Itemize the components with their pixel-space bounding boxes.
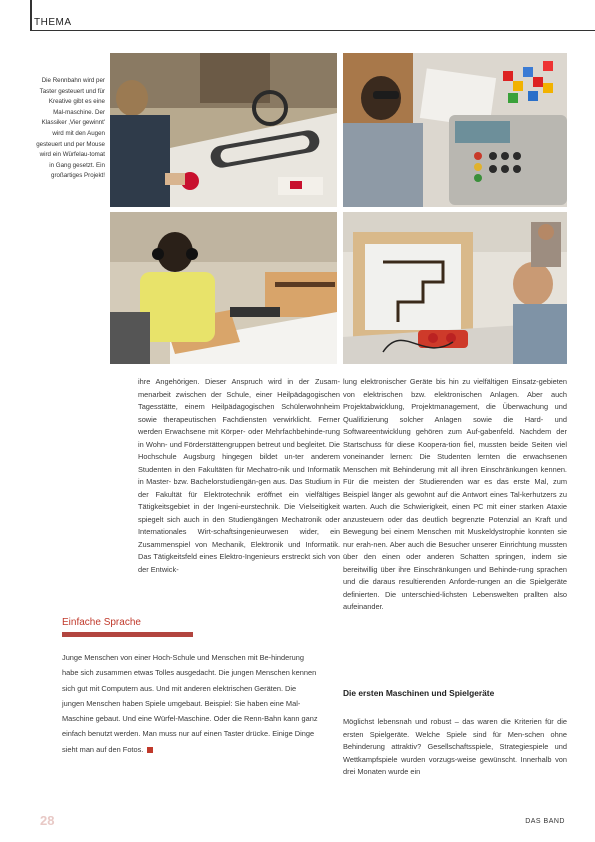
header-rule-vertical: [30, 0, 32, 30]
section-subheading: Die ersten Maschinen und Spielgeräte: [343, 688, 495, 698]
end-square-icon: [147, 747, 153, 753]
photo-dice-machine: [343, 53, 567, 207]
easy-language-text: [62, 650, 320, 757]
body-column-right-continued: Möglichst lebensnah und robust – das waren die Kriterien für die ersten Spielgeräte. Welche Spiele sind für Men-schen ohne Behinderung attraktiv? Gesellschaftsspiele, Strategiespiele und Wettkampfspiele wurden vorzugs-weise gewünscht. Innerhalb von drei Monaten wurde ein: [343, 717, 567, 776]
header-rule: [30, 30, 595, 31]
easy-language-rule: [62, 632, 193, 637]
photo-race-track: [110, 53, 337, 207]
page-number: 28: [40, 813, 55, 828]
body-column-left: ihre Angehörigen. Dieser Anspruch wird in der Zusam-menarbeit zwischen der Schule, einer Heilpädagogischen Tagesstätte, einem Heilpädagogischen Schülerwohnheim sowie therapeutischen Fachdiensten verwirklicht. Ferner werden Erwachsene mit Körper- oder Mehrfachbehinde-rung in Wohn- und Förderstättengruppen betreut und begleitet. Die Hochschule Augsburg hingegen bildet un-ter anderem Studenten in den Fakultäten für Mechatro-nik und Informatik in Master- bzw. Bachelorstudiengän-gen aus. Das Studium in der Fakultät für Elektrotechnik eröffnet ein vielfältiges Tätigkeitsgebiet in der Ingeni-eurstechnik. Die Vielseitigkeit spiegelt sich auch in den Studiengängen Mechatronik oder Internationales Wirt-schaftsingenieurwesen wider, ein Zusammenspiel von Mechanik, Elektronik und Informatik. Das Tätigkeitsfeld eines Elektro-Ingenieurs erstreckt sich von der Entwick-: [138, 377, 340, 574]
easy-language-body: Junge Menschen von einer Hoch-Schule und Menschen mit Be-hinderung habe sich zusammen etwas Tolles ausgedacht. Die jungen Menschen kennen sich gut mit Computern aus. Und mit anderen elektrischen Geräten. Die jungen Menschen haben Spiele umgebaut. Beispiel: Sie haben eine Mal-Maschine gebaut. Und eine Würfel-Maschine. Oder die Renn-Bahn kann ganz einfach benutzt werden. Man muss nur auf einen Taster drücke. Einige Dinge sieht man auf den Fotos.: [62, 653, 318, 754]
section-label: THEMA: [34, 17, 72, 28]
easy-language-heading: Einfache Sprache: [62, 617, 141, 628]
photo-four-in-a-row: [343, 212, 567, 364]
photo-caption: Die Rennbahn wird per Taster gesteuert und für Kreative gibt es eine Mal-maschine. Der Klassiker ‚Vier gewinnt' wird mit den Augen gesteuert und per Mouse wird ein Würfelau-tomat in Gang gesetzt. Ein großartiges Projekt!: [36, 77, 105, 180]
photo-paint-machine: [110, 212, 337, 364]
body-column-right: lung elektronischer Geräte bis hin zu vielfältigen Einsatz-gebieten von elektrischen bzw. elektronischen Anlagen. Aber auch Projektabwicklung, Projektmanagement, die Überwachung und Qualifizierung solcher Anlagen sowie die Hard- und Softwareentwicklung gehören zum Auf-gabenfeld. Nachdem der Startschuss für diese Koopera-tion fiel, mussten beide Seiten viel voneinander lernen: Die Studenten lernten die erwachsenen Menschen mit Behinderung mit all ihren Einschränkungen kennen. Für die meisten der Studierenden war es das erste Mal, zum Beispiel länger als gewohnt auf die Antwort eines Tal-kerhutzers zu warten. Auch die Schwierigkeit, einen PC mit einer starken Ataxie anzusteuern oder das deutlich begrenzte Potenzial an Kraft und Bewegung bei einem Menschen mit Muskeldystrophie konnten sie nur erah-nen. Aber auch die Besucher unserer Einrichtung mussten über den einen oder anderen Schatten springen, indem sie bereitwillig über ihre Einschränkungen und Behinde-rung sprachen und die daraus resultierenden Anforde-rungen an die Spielgeräte definierten. Die unterschied-lichsten Lebenswelten prallten also aufeinander.: [343, 377, 567, 611]
magazine-name: DAS BAND: [525, 818, 565, 825]
